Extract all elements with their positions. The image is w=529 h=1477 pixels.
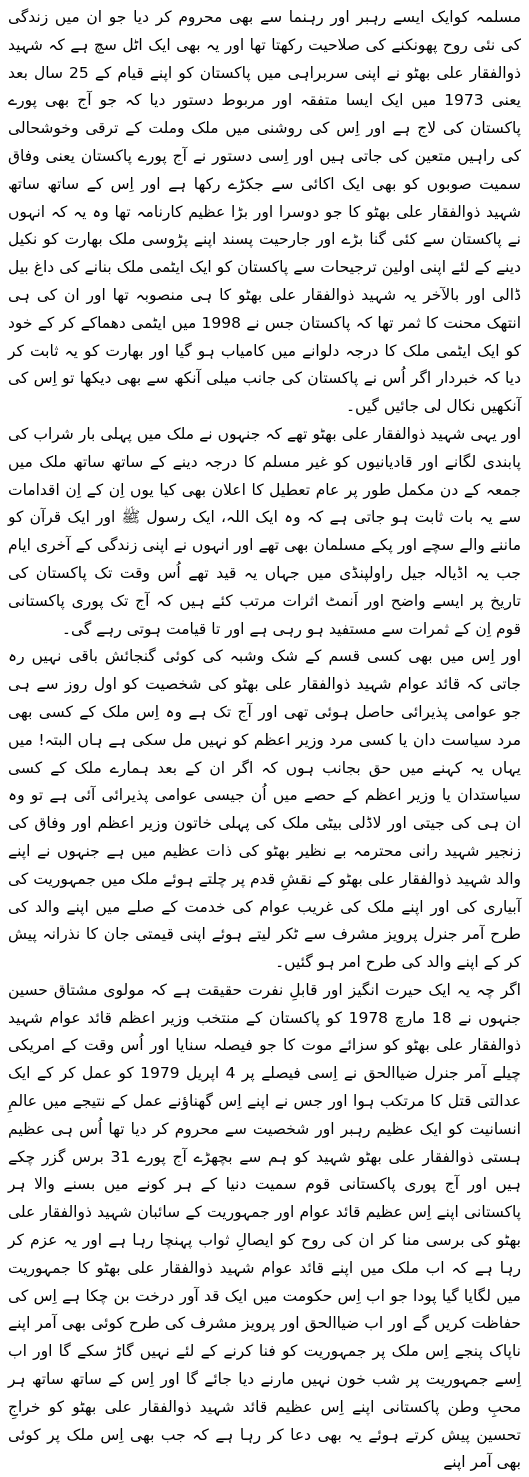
article-paragraph: اور اِس میں بھی کسی قسم کے شک وشبہ کی کوئی گنجائش باقی نہیں رہ جاتی کہ قائد عوام شہید ذوالفقار علی بھٹو کی شخصیت کو اول روز سے ہی جو عوامی پذیرائی حاصل ہوئی تھی اور آج تک ہے وہ اِس ملک کے کسی بھی مرد سیاست دان یا کسی مرد وزیر اعظم کو نہیں مل سکی ہے ہاں البتہ! میں یہاں یہ کہنے میں حق بجانب ہوں کہ اگر ان کے بعد ہمارے ملک کے کسی سیاستدان یا وزیر اعظم کے حصے میں اُن جیسی عوامی پذیرائی آئی ہے تو وہ ان ہی کی جیتی اور لاڈلی بیٹی ملک کی پہلی خاتون وزیر اعظم اور وفاق کی زنجیر شہید رانی محترمہ بے نظیر بھٹو کی ذات عظیم میں ہے جنہوں نے اپنے والد شہید ذوالفقار علی بھٹو کے نقشِ قدم پر چلتے ہوئے ملک میں جمہوریت کی آبیاری کی اور اپنے ملک کی غریب عوام کی خدمت کے صلے میں اپنے والد کی طرح آمر جنرل پرویز مشرف سے ٹکر لیتے ہوئے اپنی قیمتی جان کا نذرانہ پیش کر کے اپنے والد کی طرح امر ہو گئیں۔ (8, 647, 521, 972)
article-paragraph: اور یہی شہید ذوالفقار علی بھٹو تھے کہ جنہوں نے ملک میں پہلی بار شراب کی پابندی لگانے اور قادیانیوں کو غیر مسلم کا درجہ دینے کے ساتھ ساتھ ملک میں جمعہ کے دن مکمل طور پر عام تعطیل کا اعلان بھی کیا یوں اِن کے اِن اقدامات سے یہ بات ثابت ہو جاتی ہے کہ وہ ایک اللہ، ایک رسول ﷺ اور ایک قرآن کو ماننے والے سچے اور پکے مسلمان بھی تھے اور انہوں نے اپنی زندگی کے آخری ایام جب یہ اڈیالہ جیل راولپنڈی میں جہاں یہ قید تھے اُس وقت تک پاکستان کی تاریخ پر ایسے واضح اور اَنمٹ اثرات مرتب کئے ہیں کہ آج تک پوری پاکستانی قوم اِن کے ثمرات سے مستفید ہو رہی ہے اور تا قیامت ہوتی رہے گی۔ (8, 424, 521, 638)
article-paragraph: اگر چہ یہ ایک حیرت انگیز اور قابلِ نفرت حقیقت ہے کہ مولوی مشتاق حسین جنہوں نے 18 مارچ 1978 کو پاکستان کے منتخب وزیر اعظم قائد عوام شہید ذوالفقار علی بھٹو کو سزائے موت کا جو فیصلہ سنایا اور اُس وقت کے امریکی چیلے آمر جنرل ضیاالحق نے اِسی فیصلے پر 4 اپریل 1979 کو عمل کر کے ایک عدالتی قتل کا مرتکب ہوا اور جس نے اپنے اِس گھناؤنے عمل کے نتیجے میں عالمِ انسانیت کو ایک عظیم رہبر اور شخصیت سے محروم کر دیا تھا اُس ہی عظیم ہستی ذوالفقار علی بھٹو شہید کو ہم سے بچھڑے آج پورے 31 برس گزر چکے ہیں اور آج پوری پاکستانی قوم سمیت دنیا کے ہر کونے میں بسنے والا ہر پاکستانی اپنے اِس عظیم قائد عوام اور جمہوریت کے سائبان شہید ذوالفقار علی بھٹو کی برسی منا کر ان کی روح کو ایصالِ ثواب پہنچا رہا ہے اور یہ عزم کر رہا ہے کہ اب ملک میں اپنے قائد عوام شہید ذوالفقار علی بھٹو کا جمہوریت میں لگایا گیا پودا جو اب اِس حکومت میں ایک قد آور درخت بن چکا ہے اِس کی حفاظت کریں گے اور اب ضیاالحق اور پرویز مشرف کی طرح کوئی بھی آمر اپنے ناپاک پنجے اِس ملک پر جمہوریت کو فنا کرنے کے لئے نہیں گاڑ سکے گا اور اب اِسے جمہوریت پر شب خون نہیں مارنے دیا جائے گا اور اِس کے ساتھ ساتھ ہر محبِ وطن پاکستانی اپنے اِس عظیم قائد شہید ذوالفقار علی بھٹو کو خراجِ تحسین پیش کرتے ہوئے یہ بھی دعا کر رہا ہے کہ جب بھی اِس ملک پر کوئی بھی آمر اپنے (8, 980, 522, 1472)
article-paragraph: مسلمہ کوایک ایسے رہبر اور رہنما سے بھی محروم کر دیا جو ان میں زندگی کی نئی روح پھونکنے کی صلاحیت رکھتا تھا اور یہ بھی ایک اٹل سچ ہے کہ شہید ذوالفقار علی بھٹو نے اپنی سربراہی میں پاکستان کو اپنے قیام کے 25 سال بعد یعنی 1973 میں ایک ایسا متفقہ اور مربوط دستور دیا کہ جو آج بھی پورے پاکستان کی لاج ہے اور اِس کی روشنی میں ملک وملت کے ترقی وخوشحالی کی راہیں متعین کی جاتی ہیں اور اِسی دستور نے آج پورے پاکستان یعنی وفاق سمیت صوبوں کو بھی ایک اکائی سے جکڑے رکھا ہے اور اِس کے ساتھ ساتھ شہید ذوالفقار علی بھٹو کا جو دوسرا اور بڑا عظیم کارنامہ تھا وہ یہ کہ انہوں نے پاکستان سے کئی گنا بڑے اور جارحیت پسند اپنے پڑوسی ملک بھارت کو نکیل دینے کے لئے اپنی اولین ترجیحات سے پاکستان کو ایک ایٹمی ملک بنانے کی داغ بیل ڈالی اور بالآخر یہ شہید ذوالفقار علی بھٹو کا ہی منصوبہ تھا اور ان کی ہی انتھک محنت کا ثمر تھا کہ پاکستان جس نے 1998 میں ایٹمی دھماکے کر کے خود کو ایک ایٹمی ملک کا درجہ دلوانے میں کامیاب ہو گیا اور بھارت کو یہ ثابت کر دیا کہ خبردار اگر اُس نے پاکستان کی جانب میلی آنکھ سے بھی دیکھا تو اِس کی آنکھیں نکال لی جائیں گیں۔ (8, 8, 521, 416)
